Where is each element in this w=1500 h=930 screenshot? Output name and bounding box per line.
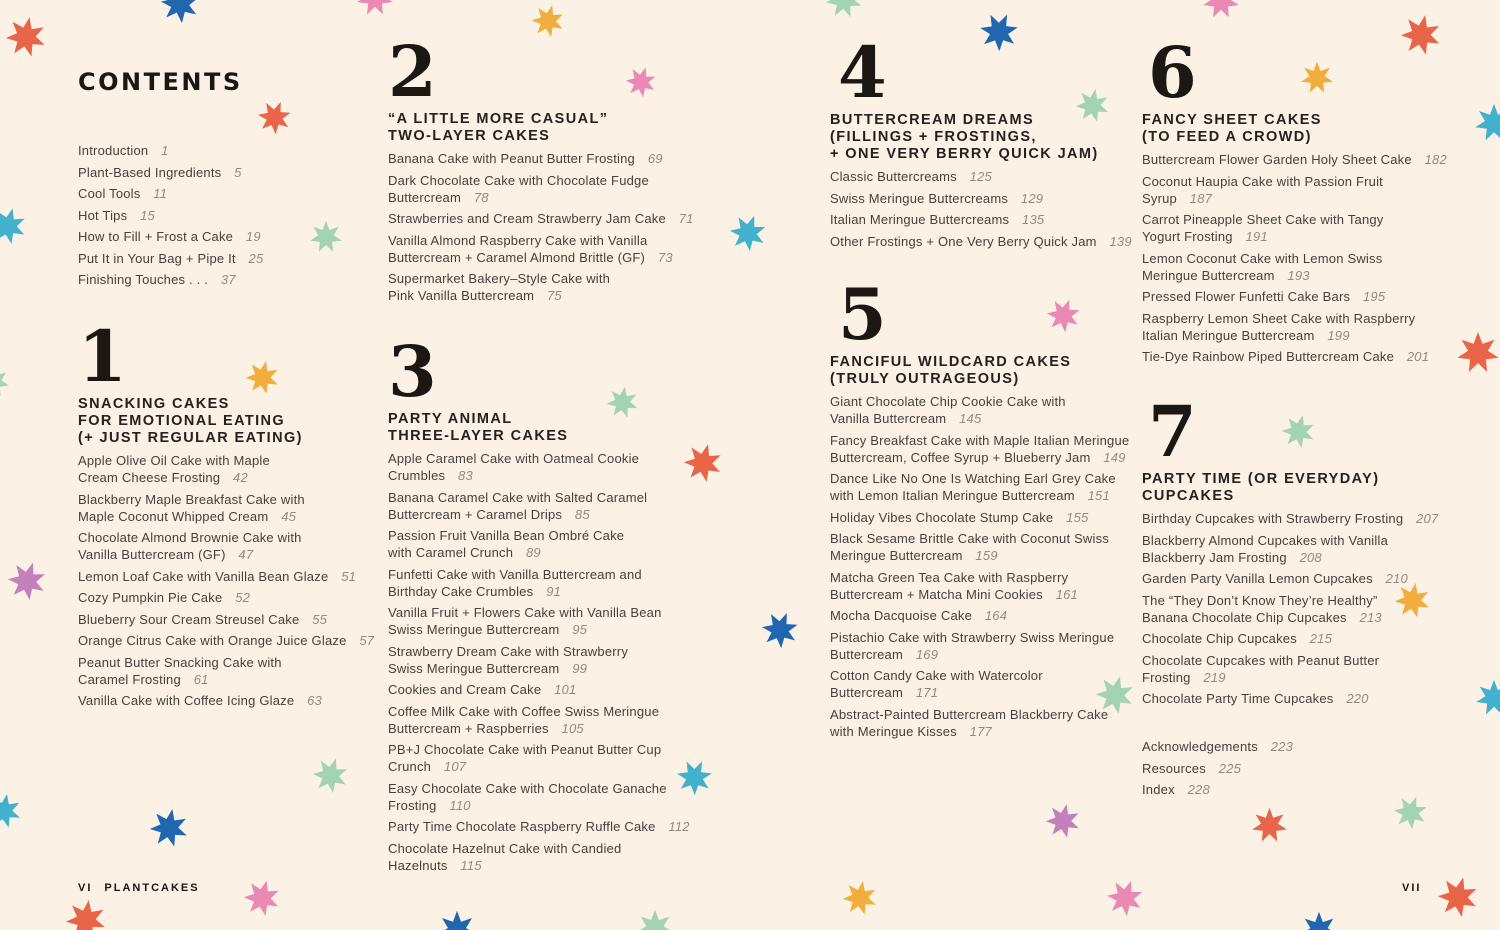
chapter-1-numeral: 1 <box>78 315 127 398</box>
toc-entry: Pistachio Cake with Strawberry Swiss Meringue Buttercream 169 <box>830 629 1115 662</box>
toc-entry: Chocolate Almond Brownie Cake with Vanilla Buttercream (GF) 47 <box>78 530 302 562</box>
page-number: 52 <box>235 590 251 605</box>
toc-entry: PB+J Chocolate Cake with Peanut Butter Cup Crunch 107 <box>388 742 662 774</box>
page-number: 107 <box>443 759 467 774</box>
page-number: 199 <box>1327 327 1350 343</box>
book-title: PLANTCAKES <box>104 882 200 894</box>
page-number: 99 <box>572 660 588 676</box>
page-number: 149 <box>1103 449 1126 465</box>
decorative-star-icon <box>0 203 31 250</box>
page-number-left: VI <box>78 882 93 894</box>
page-number: 225 <box>1218 760 1242 776</box>
page-number: 159 <box>975 548 998 563</box>
chapter-1-section <box>78 315 418 714</box>
chapter-1-list <box>78 452 418 709</box>
page-number: 42 <box>233 470 248 485</box>
chapter-4-section <box>830 31 1170 254</box>
page-number: 25 <box>248 250 264 266</box>
chapter-7-numeral: 7 <box>1148 390 1197 473</box>
decorative-star-icon <box>307 752 354 799</box>
decorative-star-icon <box>2 13 51 62</box>
toc-entry: Orange Citrus Cake with Orange Juice Glaze 57 <box>78 633 375 648</box>
page-number: 164 <box>984 608 1008 623</box>
chapter-5-numeral: 5 <box>838 273 887 356</box>
toc-entry: Buttercream Flower Garden Holy Sheet Cake 182 <box>1142 152 1447 167</box>
decorative-star-icon <box>724 209 773 258</box>
chapter-5-list <box>830 393 1170 740</box>
toc-entry: Fancy Breakfast Cake with Maple Italian Meringue Buttercream, Coffee Syrup + Blueberry Jam 149 <box>830 432 1130 465</box>
chapter-6-section <box>1142 31 1482 370</box>
toc-entry: Coffee Milk Cake with Coffee Swiss Meringue Buttercream + Raspberries 105 <box>388 703 660 736</box>
toc-entry: Dark Chocolate Cake with Chocolate Fudge Buttercream 78 <box>388 172 649 205</box>
page-number: 63 <box>307 693 322 708</box>
toc-entry: Put It in Your Bag + Pipe It 25 <box>78 250 264 266</box>
toc-entry: Blackberry Almond Cupcakes with Vanilla Blackberry Jam Frosting 208 <box>1142 532 1389 565</box>
decorative-star-icon <box>1251 807 1288 844</box>
page-number: 155 <box>1066 509 1089 525</box>
page-number: 45 <box>281 508 297 524</box>
toc-entry: Blueberry Sour Cream Streusel Cake 55 <box>78 611 328 627</box>
page-number: 208 <box>1299 549 1322 565</box>
chapter-2-numeral: 2 <box>388 30 437 113</box>
decorative-star-icon <box>0 790 25 832</box>
decorative-star-icon <box>0 366 10 398</box>
page-number: 171 <box>915 685 939 700</box>
footer-left <box>78 882 200 894</box>
toc-entry: Strawberries and Cream Strawberry Jam Cake 71 <box>388 211 694 226</box>
page-number: 220 <box>1346 691 1369 706</box>
toc-entry: Holiday Vibes Chocolate Stump Cake 155 <box>830 509 1089 525</box>
chapter-5-title: FANCIFUL WILDCARD CAKES (TRULY OUTRAGEOUS) <box>830 354 1072 387</box>
chapter-7-section <box>1142 390 1482 712</box>
toc-entry: Mocha Dacquoise Cake 164 <box>830 608 1008 623</box>
toc-entry: How to Fill + Frost a Cake 19 <box>78 229 261 244</box>
page-number: 129 <box>1020 190 1044 206</box>
toc-entry: Vanilla Fruit + Flowers Cake with Vanilla Bean Swiss Meringue Buttercream 95 <box>388 605 662 637</box>
back-matter-section <box>1142 738 1482 803</box>
toc-entry: Chocolate Chip Cupcakes 215 <box>1142 631 1333 646</box>
toc-entry: Easy Chocolate Cake with Chocolate Ganache Frosting 110 <box>388 780 667 813</box>
page-number: 182 <box>1424 152 1447 167</box>
toc-entry: Black Sesame Brittle Cake with Coconut Swiss Meringue Buttercream 159 <box>830 531 1110 563</box>
page-number: 61 <box>193 671 209 687</box>
page-number: 169 <box>915 646 939 662</box>
page-number: 177 <box>969 723 992 739</box>
page-number: 187 <box>1189 190 1213 206</box>
toc-entry: Italian Meringue Buttercreams 135 <box>830 212 1045 227</box>
toc-entry: Cotton Candy Cake with Watercolor Buttercream 171 <box>830 668 1043 700</box>
page-number: 223 <box>1270 739 1294 754</box>
decorative-star-icon <box>636 909 674 930</box>
chapter-6-numeral: 6 <box>1148 31 1197 114</box>
page-number: 11 <box>153 186 168 201</box>
page-number: 195 <box>1363 289 1386 304</box>
page-number: 125 <box>969 169 992 184</box>
toc-entry: Blackberry Maple Breakfast Cake with Maple Coconut Whipped Cream 45 <box>78 491 305 524</box>
decorative-star-icon <box>437 910 477 930</box>
page-number: 55 <box>312 611 328 627</box>
page-number: 210 <box>1385 571 1408 586</box>
toc-entry: Index 228 <box>1142 782 1210 797</box>
chapter-1-title: SNACKING CAKES FOR EMOTIONAL EATING (+ JUST REGULAR EATING) <box>78 396 303 446</box>
chapter-3-list <box>388 450 728 874</box>
toc-entry: Acknowledgements 223 <box>1142 739 1294 754</box>
toc-entry: Passion Fruit Vanilla Bean Ombré Cake with Caramel Crunch 89 <box>388 528 625 560</box>
toc-entry: Cozy Pumpkin Pie Cake 52 <box>78 590 251 605</box>
decorative-star-icon <box>755 605 804 654</box>
chapter-6-list <box>1142 151 1482 365</box>
toc-entry: Banana Cake with Peanut Butter Frosting 69 <box>388 151 663 166</box>
toc-entry: Chocolate Hazelnut Cake with Candied Hazelnuts 115 <box>388 840 622 873</box>
toc-entry: Abstract-Painted Buttercream Blackberry Cake with Meringue Kisses 177 <box>830 706 1109 739</box>
page-number: 37 <box>220 272 236 287</box>
chapter-6-title: FANCY SHEET CAKES (TO FEED A CROWD) <box>1142 112 1322 145</box>
decorative-star-icon <box>1432 871 1483 922</box>
decorative-star-icon <box>527 0 569 42</box>
page-number: 228 <box>1187 782 1210 797</box>
toc-entry: Hot Tips 15 <box>78 207 155 223</box>
page-number: 1 <box>161 143 169 158</box>
page-number: 201 <box>1406 349 1430 364</box>
toc-entry: Classic Buttercreams 125 <box>830 169 992 184</box>
decorative-star-icon <box>154 0 205 30</box>
toc-entry: Pressed Flower Funfetti Cake Bars 195 <box>1142 289 1386 304</box>
page-number: 78 <box>473 189 489 205</box>
front-matter-section <box>78 142 418 293</box>
chapter-7-title: PARTY TIME (OR EVERYDAY) CUPCAKES <box>1142 471 1380 504</box>
decorative-star-icon <box>356 0 394 17</box>
decorative-star-icon <box>62 896 109 930</box>
chapter-7-list <box>1142 510 1482 707</box>
page-number: 83 <box>458 468 473 483</box>
page-number: 89 <box>526 545 541 560</box>
page-number-right: VII <box>1402 882 1422 894</box>
footer-right <box>1402 882 1421 894</box>
toc-entry: Vanilla Cake with Coffee Icing Glaze 63 <box>78 693 322 708</box>
page-number: 110 <box>449 797 471 813</box>
toc-entry: Funfetti Cake with Vanilla Buttercream and Birthday Cake Crumbles 91 <box>388 566 642 599</box>
toc-entry: Raspberry Lemon Sheet Cake with Raspberry Italian Meringue Buttercream 199 <box>1142 310 1416 343</box>
page-title: CONTENTS <box>78 68 243 96</box>
page-number: 91 <box>546 583 561 599</box>
page-number: 71 <box>678 211 694 226</box>
page-number: 193 <box>1287 267 1310 283</box>
toc-entry: Plant-Based Ingredients 5 <box>78 164 242 180</box>
toc-entry: Cool Tools 11 <box>78 186 168 201</box>
toc-entry: Banana Caramel Cake with Salted Caramel Buttercream + Caramel Drips 85 <box>388 489 648 522</box>
page-number: 5 <box>234 164 242 180</box>
toc-entry: Party Time Chocolate Raspberry Ruffle Cake 112 <box>388 819 690 834</box>
toc-entry: Dance Like No One Is Watching Earl Grey Cake with Lemon Italian Meringue Buttercream 151 <box>830 471 1116 503</box>
toc-entry: Apple Olive Oil Cake with Maple Cream Cheese Frosting 42 <box>78 453 270 485</box>
decorative-star-icon <box>251 94 297 140</box>
page-number: 219 <box>1203 669 1226 685</box>
page-number: 85 <box>574 506 590 522</box>
toc-entry: Lemon Coconut Cake with Lemon Swiss Meringue Buttercream 193 <box>1142 250 1383 283</box>
toc-entry: Finishing Touches . . . 37 <box>78 272 236 287</box>
back-matter-list <box>1142 738 1482 798</box>
page-number: 145 <box>959 411 982 426</box>
page-number: 135 <box>1022 212 1045 227</box>
page-number: 95 <box>572 622 588 637</box>
decorative-star-icon <box>1202 0 1240 20</box>
decorative-star-icon <box>1042 800 1085 843</box>
toc-entry: Garden Party Vanilla Lemon Cupcakes 210 <box>1142 571 1408 586</box>
toc-entry: Supermarket Bakery–Style Cake with Pink Vanilla Buttercream 75 <box>388 271 611 303</box>
toc-entry: Resources 225 <box>1142 760 1242 776</box>
decorative-star-icon <box>839 877 881 919</box>
toc-entry: Coconut Haupia Cake with Passion Fruit Syrup 187 <box>1142 173 1383 206</box>
page-number: 213 <box>1359 609 1382 625</box>
toc-entry: Giant Chocolate Chip Cookie Cake with Vanilla Buttercream 145 <box>830 394 1066 426</box>
toc-entry: Chocolate Cupcakes with Peanut Butter Frosting 219 <box>1142 652 1380 685</box>
toc-entry: Peanut Butter Snacking Cake with Caramel Frosting 61 <box>78 654 282 687</box>
decorative-star-icon <box>146 805 192 851</box>
page-number: 115 <box>460 857 482 873</box>
page-number: 57 <box>359 633 375 648</box>
toc-entry: Cookies and Cream Cake 101 <box>388 682 577 697</box>
page-number: 161 <box>1055 586 1078 602</box>
front-matter-list <box>78 142 418 288</box>
page-number: 191 <box>1245 229 1268 244</box>
chapter-3-section <box>388 330 728 878</box>
page-number: 215 <box>1309 631 1333 646</box>
page-number: 101 <box>554 682 577 697</box>
decorative-star-icon <box>823 0 864 21</box>
chapter-4-title: BUTTERCREAM DREAMS (FILLINGS + FROSTINGS, + ONE VERY BERRY QUICK JAM) <box>830 112 1099 162</box>
toc-entry: Carrot Pineapple Sheet Cake with Tangy Yogurt Frosting 191 <box>1142 212 1384 244</box>
page-number: 207 <box>1416 511 1439 526</box>
toc-entry: Other Frostings + One Very Berry Quick Jam 139 <box>830 233 1132 249</box>
chapter-2-title: “A LITTLE MORE CASUAL” TWO-LAYER CAKES <box>388 111 609 144</box>
page-number: 151 <box>1087 488 1110 503</box>
page-number: 105 <box>561 720 584 736</box>
chapter-5-section <box>830 273 1170 744</box>
chapter-4-numeral: 4 <box>838 31 887 114</box>
toc-entry: Introduction 1 <box>78 143 169 158</box>
page-number: 51 <box>341 568 357 584</box>
decorative-star-icon <box>2 556 52 606</box>
chapter-3-title: PARTY ANIMAL THREE-LAYER CAKES <box>388 411 569 444</box>
toc-entry: Vanilla Almond Raspberry Cake with Vanilla Buttercream + Caramel Almond Brittle (GF) 73 <box>388 232 673 265</box>
toc-entry: Matcha Green Tea Cake with Raspberry Buttercream + Matcha Mini Cookies 161 <box>830 569 1078 602</box>
decorative-star-icon <box>1300 911 1338 930</box>
chapter-4-list <box>830 168 1170 250</box>
page-number: 47 <box>238 547 254 562</box>
toc-entry: The “They Don’t Know They’re Healthy” Banana Chocolate Chip Cupcakes 213 <box>1142 592 1382 625</box>
toc-entry: Apple Caramel Cake with Oatmeal Cookie Crumbles 83 <box>388 451 640 483</box>
toc-entry: Swiss Meringue Buttercreams 129 <box>830 190 1044 206</box>
page-number: 139 <box>1109 233 1132 249</box>
page-number: 73 <box>657 249 673 265</box>
page-number: 75 <box>547 288 562 303</box>
page-number: 69 <box>647 151 663 166</box>
chapter-2-section <box>388 30 728 309</box>
toc-entry: Chocolate Party Time Cupcakes 220 <box>1142 691 1369 706</box>
toc-entry: Strawberry Dream Cake with Strawberry Swiss Meringue Buttercream 99 <box>388 643 629 676</box>
toc-entry: Lemon Loaf Cake with Vanilla Bean Glaze 51 <box>78 568 357 584</box>
decorative-star-icon <box>239 875 286 922</box>
page-number: 15 <box>140 207 155 223</box>
decorative-star-icon <box>1101 874 1150 923</box>
chapter-3-numeral: 3 <box>388 330 437 413</box>
toc-entry: Birthday Cupcakes with Strawberry Frosting 207 <box>1142 511 1439 526</box>
page-number: 19 <box>245 229 261 244</box>
toc-entry: Tie-Dye Rainbow Piped Buttercream Cake 201 <box>1142 349 1430 364</box>
chapter-2-list <box>388 150 728 304</box>
page-number: 112 <box>668 819 690 834</box>
